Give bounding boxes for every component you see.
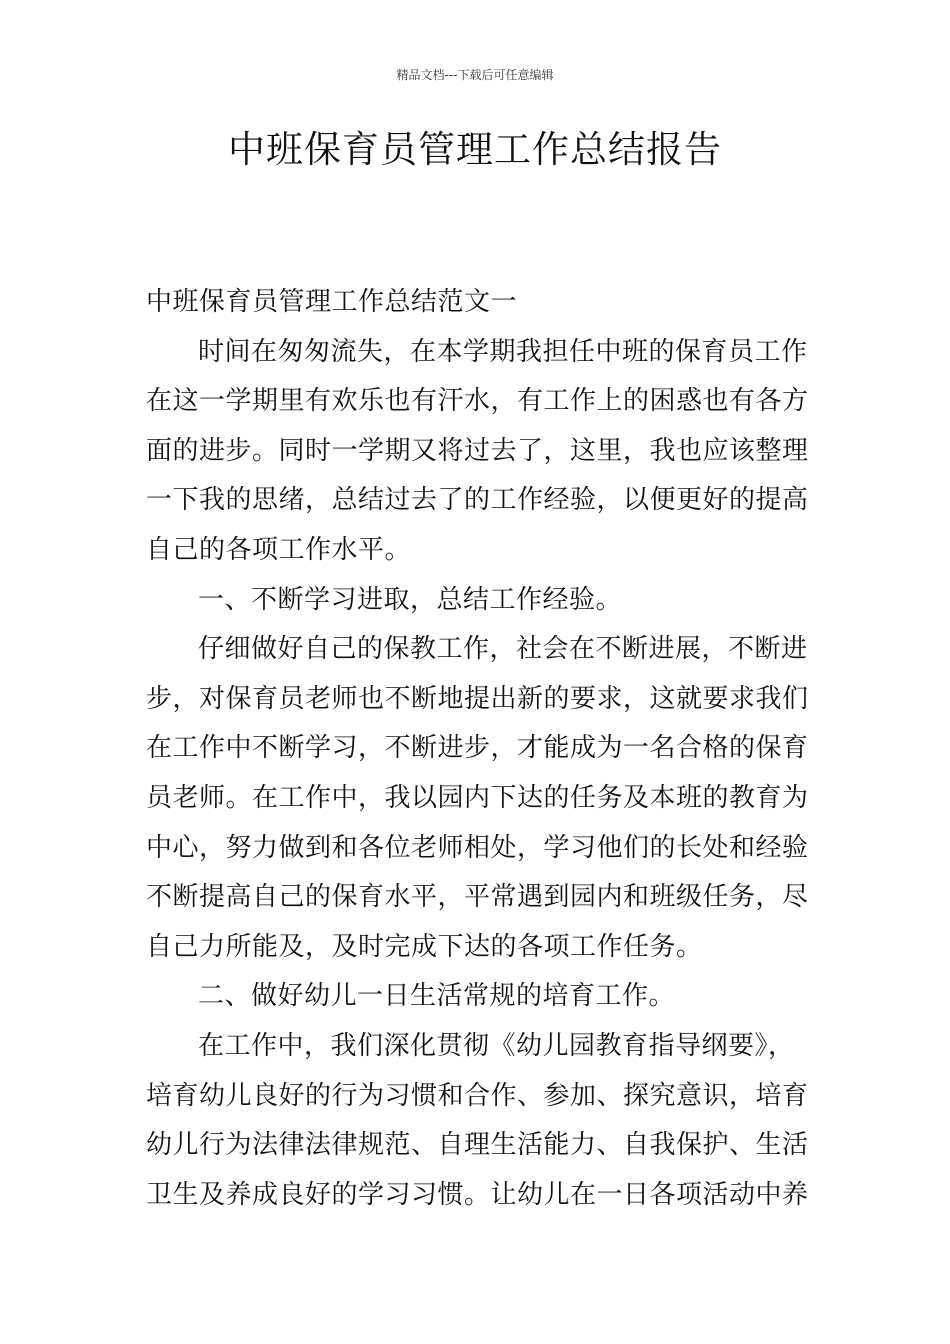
document-title: 中班保育员管理工作总结报告: [228, 128, 722, 171]
document-body: [146, 278, 810, 1220]
paragraph: 仔细做好自己的保教工作，社会在不断进展，不断进步，对保育员老师也不断地提出新的要求，这就要求我们在工作中不断学习，不断进步，才能成为一名合格的保育员老师。在工作中，我以园内下达的任务及本班的教育为中心，努力做到和各位老师相处，学习他们的长处和经验不断提高自己的保育水平，平常遇到园内和班级任务，尽自己力所能及，及时完成下达的各项工作任务。: [146, 634, 809, 962]
subsection-heading: 二、做好幼儿一日生活常规的培育工作。: [198, 981, 676, 1012]
header-note: 精品文档---下载后可任意编辑: [396, 68, 554, 82]
paragraph: 时间在匆匆流失，在本学期我担任中班的保育员工作在这一学期里有欢乐也有汗水，有工作上的困惑也有各方面的进步。同时一学期又将过去了，这里，我也应该整理一下我的思绪，总结过去了的工作经验，以便更好的提高自己的各项工作水平。: [146, 336, 809, 565]
subsection-heading: 一、不断学习进取，总结工作经验。: [198, 584, 623, 615]
paragraph: 在工作中，我们深化贯彻《幼儿园教育指导纲要》，培育幼儿良好的行为习惯和合作、参加、探究意识，培育幼儿行为法律法律规范、自理生活能力、自我保护、生活卫生及养成良好的学习习惯。让幼儿在一日各项活动中养: [146, 1030, 809, 1210]
section-heading: 中班保育员管理工作总结范文一: [146, 287, 518, 317]
